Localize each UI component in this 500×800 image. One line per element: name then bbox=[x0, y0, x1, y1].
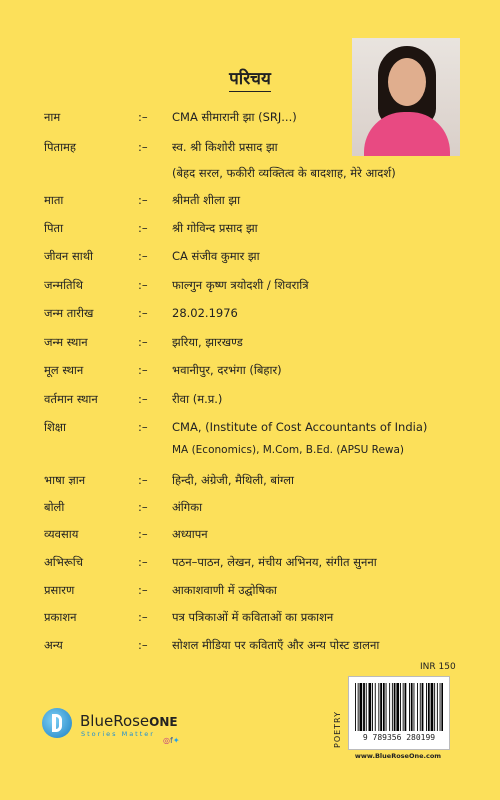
row-separator: :– bbox=[138, 610, 148, 624]
publisher-logo-icon bbox=[42, 708, 72, 738]
row-value: हिन्दी, अंग्रेजी, मैथिली, बांग्ला bbox=[172, 473, 294, 487]
instagram-icon: ◎ bbox=[163, 736, 170, 745]
row-label: जन्मतिथि bbox=[44, 278, 83, 292]
row-separator: :– bbox=[138, 473, 148, 487]
row-separator: :– bbox=[138, 555, 148, 569]
row-value: 28.02.1976 bbox=[172, 306, 238, 320]
row-value: पठन–पाठन, लेखन, मंचीय अभिनय, संगीत सुनना bbox=[172, 555, 377, 569]
row-separator: :– bbox=[138, 420, 148, 434]
row-label: वर्तमान स्थान bbox=[44, 392, 98, 406]
row-label: नाम bbox=[44, 110, 61, 124]
row-separator: :– bbox=[138, 140, 148, 154]
row-value: पत्र पत्रिकाओं में कविताओं का प्रकाशन bbox=[172, 610, 334, 624]
row-separator: :– bbox=[138, 193, 148, 207]
facebook-icon: f bbox=[169, 736, 173, 745]
row-label: शिक्षा bbox=[44, 420, 67, 434]
price-label: INR 150 bbox=[420, 662, 456, 672]
row-separator: :– bbox=[138, 363, 148, 377]
row-label: माता bbox=[44, 193, 64, 207]
row-label: अभिरूचि bbox=[44, 555, 84, 569]
row-value: भवानीपुर, दरभंगा (बिहार) bbox=[172, 363, 282, 377]
row-separator: :– bbox=[138, 278, 148, 292]
row-label: जन्म स्थान bbox=[44, 335, 88, 349]
isbn-text: 9 789356 280199 bbox=[362, 733, 436, 742]
row-separator: :– bbox=[138, 110, 148, 124]
row-label: जन्म तारीख bbox=[44, 306, 94, 320]
page-title: परिचय bbox=[0, 66, 500, 89]
row-separator: :– bbox=[138, 500, 148, 514]
row-value: झरिया, झारखण्ड bbox=[172, 335, 243, 349]
row-value: श्रीमती शीला झा bbox=[172, 193, 241, 207]
twitter-icon: ✦ bbox=[172, 736, 180, 745]
row-value: स्व. श्री किशोरी प्रसाद झा bbox=[172, 140, 278, 154]
publisher-tagline: Stories Matter bbox=[81, 730, 155, 738]
row-separator: :– bbox=[138, 306, 148, 320]
row-label: बोली bbox=[44, 500, 65, 514]
row-label: प्रसारण bbox=[44, 583, 75, 597]
row-separator: :– bbox=[138, 638, 148, 652]
row-separator: :– bbox=[138, 249, 148, 263]
row-value: रीवा (म.प्र.) bbox=[172, 392, 223, 406]
row-value: अध्यापन bbox=[172, 527, 208, 541]
author-photo bbox=[352, 38, 460, 156]
social-icons bbox=[163, 736, 180, 745]
row-separator: :– bbox=[138, 583, 148, 597]
row-label: अन्य bbox=[44, 638, 63, 652]
genre-label: POETRY bbox=[333, 711, 342, 748]
education-line-2: MA (Economics), M.Com, B.Ed. (APSU Rewa) bbox=[172, 444, 405, 456]
row-label: मूल स्थान bbox=[44, 363, 84, 377]
row-value: श्री गोविन्द प्रसाद झा bbox=[172, 221, 258, 235]
row-value: आकाशवाणी में उद्घोषिका bbox=[172, 583, 277, 597]
barcode bbox=[348, 676, 450, 750]
publisher-name: BlueRoseONE bbox=[80, 712, 178, 730]
row-value: CMA, (Institute of Cost Accountants of India) bbox=[172, 420, 428, 434]
row-value: अंगिका bbox=[172, 500, 203, 514]
row-label: पिता bbox=[44, 221, 64, 235]
row-label: व्यवसाय bbox=[44, 527, 79, 541]
website-url: www.BlueRoseOne.com bbox=[354, 752, 442, 760]
row-label: पितामह bbox=[44, 140, 77, 154]
row-label: भाषा ज्ञान bbox=[44, 473, 86, 487]
row-value: CMA सीमारानी झा (SRJ...) bbox=[172, 110, 297, 124]
row-separator: :– bbox=[138, 221, 148, 235]
row-value: सोशल मीडिया पर कविताएँ और अन्य पोस्ट डालना bbox=[172, 638, 380, 652]
row-separator: :– bbox=[138, 527, 148, 541]
row-separator: :– bbox=[138, 392, 148, 406]
row-label: प्रकाशन bbox=[44, 610, 77, 624]
row-value: CA संजीव कुमार झा bbox=[172, 249, 260, 263]
row-label: जीवन साथी bbox=[44, 249, 94, 263]
grandfather-note: (बेहद सरल, फकीरी व्यक्तित्व के बादशाह, मेरे आदर्श) bbox=[172, 166, 396, 180]
row-value: फाल्गुन कृष्ण त्रयोदशी / शिवरात्रि bbox=[172, 278, 309, 292]
row-separator: :– bbox=[138, 335, 148, 349]
